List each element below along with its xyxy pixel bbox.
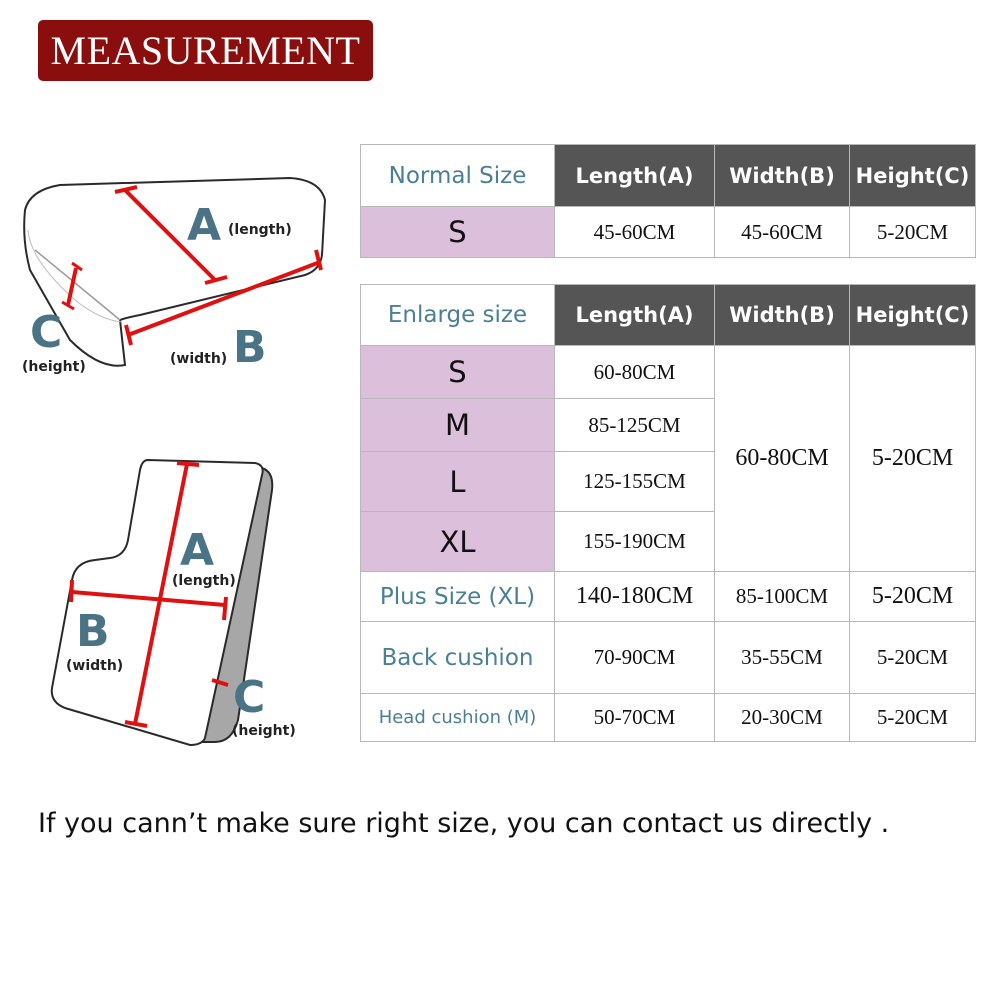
bottom-b-label: (width)	[66, 658, 124, 674]
width-value: 45-60CM	[715, 207, 850, 258]
size-cell: L	[361, 452, 555, 512]
contact-note: If you cann’t make sure right size, you can contact us directly .	[38, 808, 890, 839]
bottom-a-letter: A	[180, 525, 215, 576]
height-header: Height(C)	[850, 285, 976, 346]
bottom-a-label: (length)	[172, 573, 236, 589]
width-header: Width(B)	[715, 145, 850, 207]
width-header: Width(B)	[715, 285, 850, 346]
shared-width-value: 60-80CM	[715, 346, 850, 572]
bottom-b-letter: B	[76, 606, 110, 657]
length-value: 45-60CM	[555, 207, 715, 258]
width-value: 85-100CM	[715, 572, 850, 622]
plus-size-label: Plus Size (XL)	[361, 572, 555, 622]
length-value: 60-80CM	[555, 346, 715, 399]
size-cell: XL	[361, 512, 555, 572]
back-cushion-label: Back cushion	[361, 622, 555, 694]
length-value: 125-155CM	[555, 452, 715, 512]
length-value: 140-180CM	[555, 572, 715, 622]
bottom-c-label: (height)	[232, 723, 296, 739]
length-header: Length(A)	[555, 285, 715, 346]
title-banner: MEASUREMENT	[38, 20, 373, 81]
back-cushion-diagram	[52, 460, 296, 745]
width-value: 35-55CM	[715, 622, 850, 694]
top-a-letter: A	[187, 200, 222, 251]
normal-size-table	[360, 144, 976, 258]
height-value: 5-20CM	[850, 572, 976, 622]
length-value: 50-70CM	[555, 694, 715, 742]
enlarge-size-header: Enlarge size	[361, 285, 555, 346]
length-value: 70-90CM	[555, 622, 715, 694]
top-b-label: (width)	[170, 351, 228, 367]
bottom-c-letter: C	[233, 672, 266, 723]
enlarge-size-table	[360, 284, 976, 742]
height-value: 5-20CM	[850, 207, 976, 258]
top-b-letter: B	[233, 322, 267, 373]
length-value: 155-190CM	[555, 512, 715, 572]
measurement-diagram	[0, 140, 340, 760]
height-header: Height(C)	[850, 145, 976, 207]
size-cell: S	[361, 346, 555, 399]
height-value: 5-20CM	[850, 622, 976, 694]
size-cell: S	[361, 207, 555, 258]
top-a-label: (length)	[228, 222, 292, 238]
length-value: 85-125CM	[555, 399, 715, 452]
shared-height-value: 5-20CM	[850, 346, 976, 572]
normal-size-header: Normal Size	[361, 145, 555, 207]
top-c-label: (height)	[22, 359, 86, 375]
top-c-letter: C	[30, 307, 63, 358]
width-value: 20-30CM	[715, 694, 850, 742]
length-header: Length(A)	[555, 145, 715, 207]
seat-cushion-diagram	[22, 178, 325, 375]
head-cushion-label: Head cushion (M)	[361, 694, 555, 742]
height-value: 5-20CM	[850, 694, 976, 742]
size-cell: M	[361, 399, 555, 452]
